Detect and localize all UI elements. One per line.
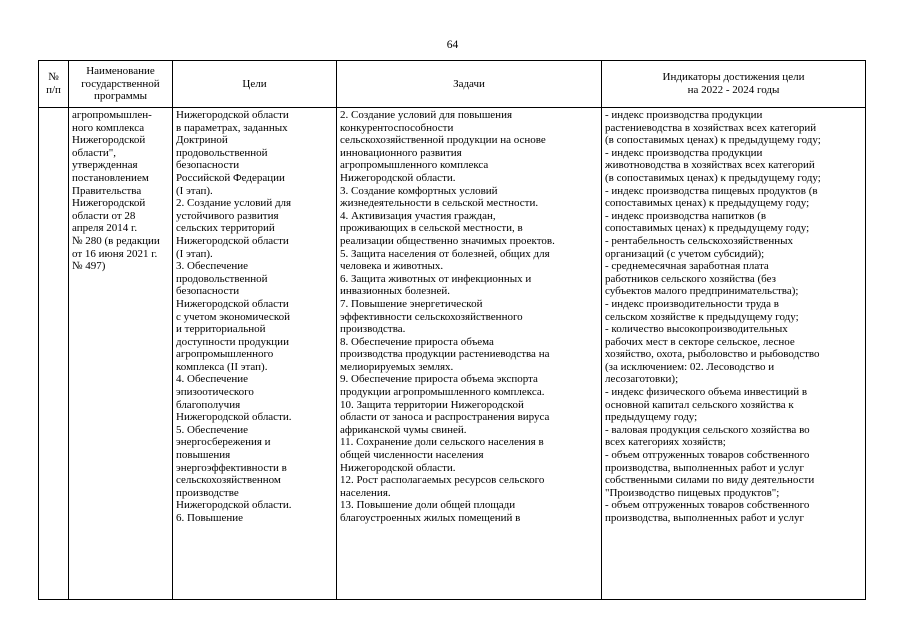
text-line: благополучия (176, 398, 241, 411)
table-header-row (39, 61, 866, 108)
text-line: устойчивого развития (176, 209, 279, 222)
text-line: Цели (242, 77, 267, 90)
text-line: области", (72, 146, 117, 159)
text-line: 4. Активизация участия граждан, (340, 209, 496, 222)
text-line: конкурентоспособности (340, 121, 454, 134)
page-number: 64 (446, 39, 459, 51)
text-line: п/п (46, 84, 61, 96)
text-line: области от заноса и распространения вируса (340, 411, 550, 424)
text-line: № 497) (72, 260, 106, 273)
text-line: утвержденная (72, 159, 138, 172)
text-line: - количество высокопроизводительных (605, 323, 788, 336)
text-line: африканской чумы свиней. (340, 423, 467, 436)
text-line: безопасности (176, 159, 240, 172)
text-line: - индекс производства напитков (в (605, 209, 767, 222)
text-line: проживающих в сельской местности, в (340, 222, 523, 235)
text-line: 2. Создание условий для повышения (340, 109, 513, 121)
text-line: и территориальной (176, 323, 266, 336)
program-table (38, 60, 866, 600)
text-line: Правительства (72, 184, 142, 197)
text-line: апреля 2014 г. (72, 222, 138, 235)
cell-goals (173, 108, 337, 600)
text-line: производства продукции растениеводства на (340, 348, 550, 361)
text-line: предыдущему году; (605, 411, 698, 424)
text-line: человека и животных. (340, 260, 444, 273)
text-line: основной капитал сельского хозяйства к (605, 398, 794, 411)
text-line: Российской Федерации (176, 171, 285, 184)
text-line: 13. Повышение доли общей площади (340, 499, 516, 512)
text-line: 3. Создание комфортных условий (340, 184, 498, 197)
text-line: - индекс производства продукции (605, 146, 763, 159)
text-line: инвазионных болезней. (340, 285, 451, 298)
text-line: благоустроенных жилых помещений в (340, 512, 521, 524)
cell-indicators (602, 108, 866, 600)
header-goals (173, 61, 337, 108)
text-line: постановлением (72, 171, 149, 184)
text-line: доступности продукции (176, 335, 289, 348)
text-line: 11. Сохранение доли сельского населения в (340, 436, 544, 449)
text-line: продовольственной (176, 272, 268, 285)
text-line: мелиорируемых землях. (340, 360, 454, 373)
header-program (69, 61, 173, 108)
text-line: производстве (176, 486, 239, 499)
text-line: Нижегородской области (176, 234, 289, 247)
text-line: сопоставимых ценах) к предыдущему году; (605, 222, 810, 235)
text-line: (I этап). (176, 184, 213, 197)
text-line: 6. Повышение (176, 512, 244, 524)
text-line: 6. Защита животных от инфекционных и (340, 272, 532, 285)
text-line: агропромышлен- (72, 109, 152, 121)
text-line: - индекс физического объема инвестиций в (605, 386, 808, 399)
text-line: жизнедеятельности в сельской местности. (340, 197, 539, 210)
text-line: реализации общественно значимых проектов. (340, 234, 555, 247)
text-line: сельскохозяйственной продукции на основе (340, 134, 546, 147)
text-line: (в сопоставимых ценах) к предыдущему году; (605, 171, 821, 184)
text-line: Нижегородской (72, 134, 146, 147)
text-line: 5. Обеспечение (176, 423, 248, 436)
cell-program (69, 108, 173, 600)
text-line: (I этап). (176, 247, 213, 260)
text-line: Нижегородской области. (340, 171, 456, 184)
text-line: - индекс производительности труда в (605, 297, 779, 310)
header-tasks (337, 61, 602, 108)
text-line: агропромышленного (176, 348, 274, 361)
text-line: № 280 (в редакции (72, 234, 160, 247)
text-line: "Производство пищевых продуктов"; (605, 486, 780, 499)
text-line: № (48, 71, 59, 84)
text-line: хозяйство, охота, рыболовство и рыбоводство (605, 348, 820, 361)
text-line: сельских территорий (176, 222, 275, 235)
cell-tasks (337, 108, 602, 600)
text-line: агропромышленного комплекса (340, 159, 489, 172)
text-line: производства, выполненных работ и услуг (605, 461, 805, 474)
text-line: Доктриной (176, 134, 228, 147)
text-line: животноводства в хозяйствах всех категорий (605, 159, 815, 172)
text-line: организаций (с учетом субсидий); (605, 247, 765, 260)
text-line: Наименование (86, 65, 155, 78)
text-line: сельском хозяйстве к предыдущему году; (605, 310, 799, 323)
text-line: сопоставимых ценах) к предыдущему году; (605, 197, 810, 210)
cell-num (39, 108, 69, 600)
text-line: 12. Рост располагаемых ресурсов сельского (340, 474, 545, 487)
text-line: - валовая продукция сельского хозяйства во (605, 423, 810, 436)
text-line: 3. Обеспечение (176, 260, 248, 273)
text-line: 2. Создание условий для (176, 197, 292, 210)
text-line: эпизоотического (176, 386, 254, 399)
text-line: рабочих мест в секторе сельское, лесное (605, 335, 795, 348)
text-line: всех категориях хозяйств; (605, 436, 726, 449)
text-line: населения. (340, 486, 391, 499)
text-line: Нижегородской области (176, 109, 289, 121)
text-line: 7. Повышение энергетической (340, 297, 483, 310)
text-line: (в сопоставимых ценах) к предыдущему году; (605, 134, 821, 147)
text-line: эффективности сельскохозяйственного (340, 310, 523, 323)
text-line: - объем отгруженных товаров собственного (605, 499, 810, 512)
text-line: Нижегородской области. (176, 411, 292, 424)
header-indicators (602, 61, 866, 108)
table-row (39, 108, 866, 600)
text-line: повышения (176, 449, 231, 462)
text-line: инновационного развития (340, 146, 462, 159)
text-line: программы (93, 90, 148, 103)
text-line: Индикаторы достижения цели (662, 71, 805, 84)
text-line: 8. Обеспечение прироста объема (340, 335, 494, 348)
text-line: - индекс производства продукции (605, 109, 763, 121)
text-line: ного комплекса (72, 121, 145, 134)
text-line: собственными силами по виду деятельности (605, 474, 815, 487)
text-line: 10. Защита территории Нижегородской (340, 398, 524, 411)
text-line: растениеводства в хозяйствах всех категорий (605, 121, 817, 134)
text-line: государственной (81, 77, 160, 90)
text-line: общей численности населения (340, 449, 484, 462)
text-line: 5. Защита населения от болезней, общих для (340, 247, 550, 260)
text-line: безопасности (176, 285, 240, 298)
text-line: производства. (340, 323, 406, 336)
text-line: лесозаготовки); (605, 373, 679, 386)
text-line: комплекса (II этап). (176, 360, 268, 373)
text-line: продовольственной (176, 146, 268, 159)
text-line: Нижегородской области. (340, 461, 456, 474)
text-line: сельскохозяйственном (176, 474, 281, 487)
text-line: производства, выполненных работ и услуг (605, 512, 805, 524)
text-line: - индекс производства пищевых продуктов (в (605, 184, 818, 197)
text-line: Нижегородской (72, 197, 146, 210)
text-line: Нижегородской области (176, 297, 289, 310)
text-line: энергосбережения и (176, 436, 271, 449)
text-line: - объем отгруженных товаров собственного (605, 449, 810, 462)
text-line: - рентабельность сельскохозяйственных (605, 234, 793, 247)
text-line: области от 28 (72, 209, 136, 222)
text-line: Нижегородской области. (176, 499, 292, 512)
text-line: с учетом экономической (176, 310, 290, 323)
text-line: в параметрах, заданных (176, 121, 288, 134)
text-line: на 2022 - 2024 годы (687, 84, 780, 96)
text-line: - среднемесячная заработная плата (605, 260, 769, 273)
header-num (39, 61, 69, 108)
text-line: энергоэффективности в (176, 461, 287, 474)
text-line: работников сельского хозяйства (без (605, 272, 776, 285)
text-line: 9. Обеспечение прироста объема экспорта (340, 373, 538, 386)
text-line: 4. Обеспечение (176, 373, 248, 386)
text-line: от 16 июня 2021 г. (72, 247, 158, 260)
text-line: Задачи (453, 77, 485, 90)
text-line: субъектов малого предпринимательства); (605, 285, 799, 298)
text-line: (за исключением: 02. Лесоводство и (605, 360, 775, 373)
text-line: продукции агропромышленного комплекса. (340, 386, 545, 399)
